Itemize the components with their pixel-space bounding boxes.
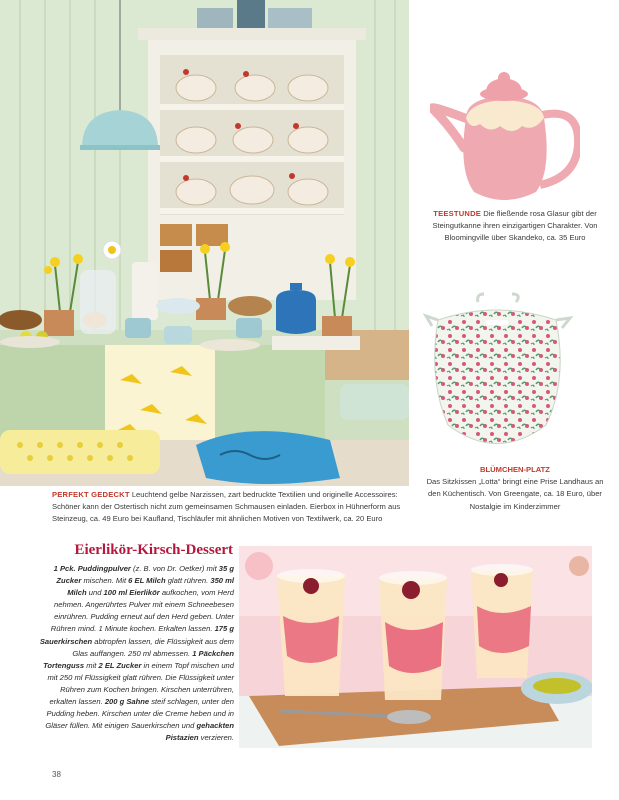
ingredient-milch-el: 6 EL Milch <box>128 576 166 586</box>
cushion-caption-text: Das Sitzkissen „Lotta“ bringt eine Prise Landhaus an den Küchentisch. Von Greengate, ca. 18 Euro, über Nostalgie im Kinderzimmer <box>426 477 604 511</box>
recipe-step: abtropfen lassen, die Flüssigkeit aus dem Glas auffangen. 250 ml abmessen. <box>72 636 234 658</box>
recipe-step: aufkochen, vom Herd nehmen. Angerührtes Pulver mit einem Schneebesen einrühren. Pudding erneut auf den Herd geben. Unter Rühren mind. 1 Minute kochen. Erkalten lassen. <box>50 588 234 634</box>
cushion-caption <box>420 464 610 513</box>
dessert-photo <box>239 546 592 748</box>
main-caption <box>52 489 412 526</box>
recipe-step: in einem Topf mischen und mit 250 ml Flüssigkeit glatt rühren. Die Flüssigkeit unter Rühren zum Kochen bringen. Kirschen unterrühren, erkalten lassen. <box>47 660 234 707</box>
ingredient-sauerkirschen: 175 g Sauerkirschen <box>39 624 234 646</box>
ingredient-zucker-el: 2 EL Zucker <box>98 660 142 670</box>
ingredient-pistazien: gehackten Pistazien <box>165 721 234 743</box>
dessert-glasses-illustration <box>239 546 592 748</box>
easter-table-illustration <box>0 0 409 486</box>
pink-teapot-illustration <box>430 70 580 210</box>
ingredient-tortenguss: 1 Päckchen Tortenguss <box>43 648 234 670</box>
ingredient-milch-ml: 350 ml Milch <box>67 576 234 598</box>
recipe-step: glatt rühren. <box>165 576 211 586</box>
cushion-caption-heading: BLÜMCHEN-PLATZ <box>480 465 550 474</box>
main-caption-text: Leuchtend gelbe Narzissen, zart bedruckte Textilien und originelle Accessoires: Schöner kann der Ostertisch nicht zum gemeinsamen Schmausen einladen. Eierbox in Hühnerform aus Steinzeug, ca. 49 Euro bei Kaufland, Tischläufer mit ähnlichen Motiven von Textilwerk, ca. 20 Euro <box>52 490 401 524</box>
recipe-title: Eierlikör-Kirsch-Dessert <box>74 542 233 558</box>
cushion-photo <box>418 290 576 460</box>
teapot-caption-text: Die fließende rosa Glasur gibt der Steingutkanne ihren einzigartigen Charakter. Von Bloomingville über Skandeko, ca. 35 Euro <box>432 209 598 243</box>
recipe-step: und <box>86 588 104 598</box>
main-caption-heading: PERFEKT GEDECKT <box>52 490 130 499</box>
recipe-step: mit <box>84 660 99 670</box>
floral-seat-cushion-illustration <box>418 290 576 460</box>
recipe-step: mischen. Mit <box>81 576 129 586</box>
ingredient-zucker: 35 g Zucker <box>56 564 234 586</box>
recipe-text <box>38 563 234 744</box>
ingredient-eierlikoer: 100 ml Eierlikör <box>103 588 160 598</box>
teapot-caption-heading: TEESTUNDE <box>433 209 482 218</box>
page-number: 38 <box>52 770 61 779</box>
recipe-step: (z. B. von Dr. Oetker) mit <box>130 564 219 573</box>
recipe-step: steif schlagen, unter den Pudding heben. Kirschen unter die Creme heben und in Gläser füllen. Mit einigen Sauerkirschen und <box>45 697 234 731</box>
teapot-caption <box>420 208 610 245</box>
ingredient-puddingpulver: 1 Pck. Puddingpulver <box>53 564 131 573</box>
recipe-step: verzieren. <box>198 733 234 743</box>
ingredient-sahne: 200 g Sahne <box>104 697 150 707</box>
teapot-photo <box>430 70 580 210</box>
main-photo <box>0 0 409 486</box>
